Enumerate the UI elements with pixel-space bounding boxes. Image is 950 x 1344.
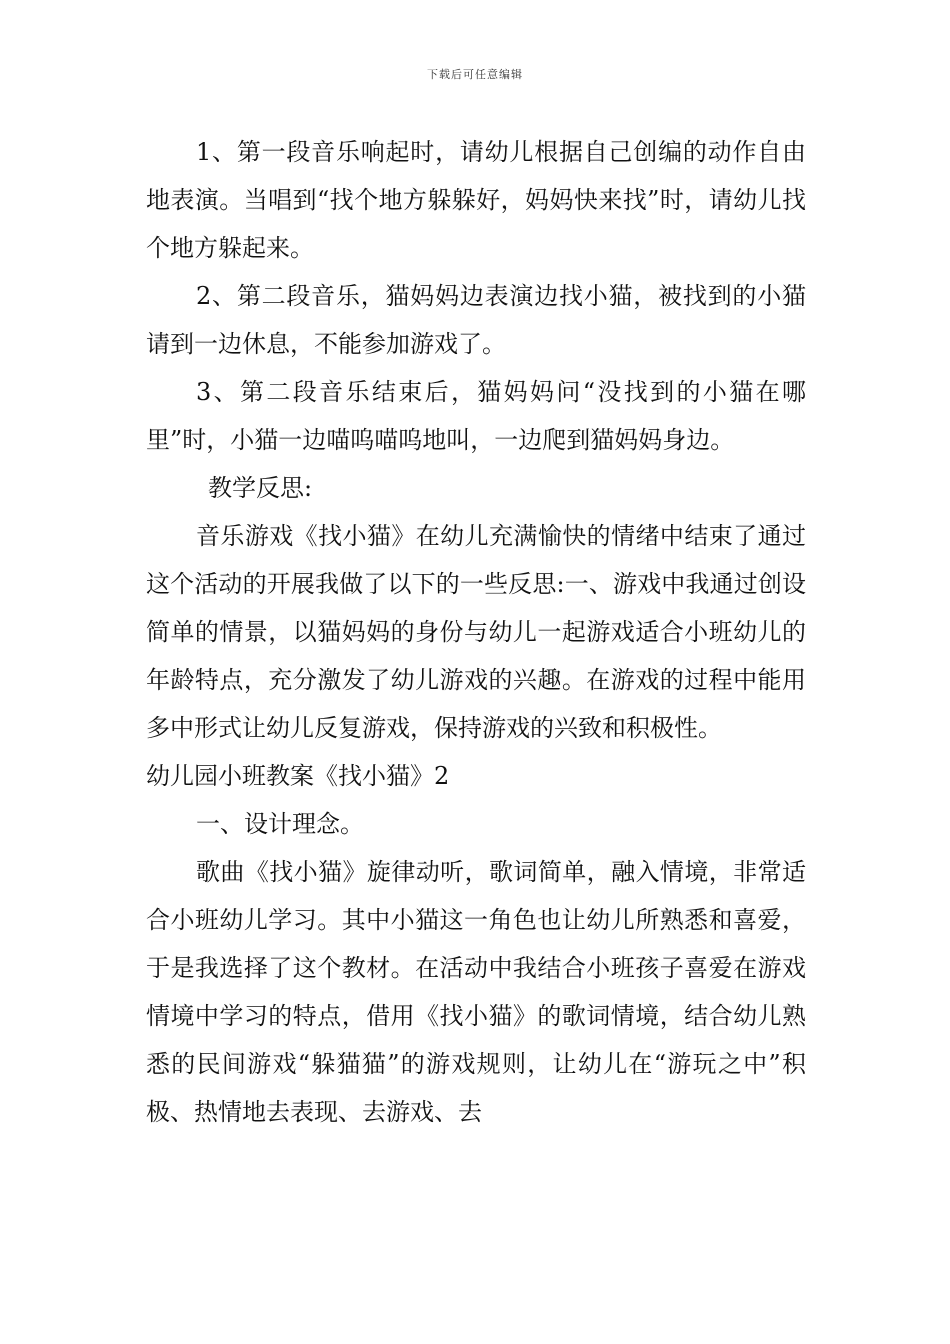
design-concept-heading: 一、设计理念。 xyxy=(196,810,364,838)
paragraph-reflection: 音乐游戏《找小猫》在幼儿充满愉快的情绪中结束了通过这个活动的开展我做了以下的一些反思:一、游戏中我通过创设简单的情景，以猫妈妈的身份与幼儿一起游戏适合小班幼儿的年龄特点，充分激发了幼儿游戏的兴趣。在游戏的过程中能用多中形式让幼儿反复游戏，保持游戏的兴致和积极性。 xyxy=(146,522,806,742)
reflection-heading: 教学反思: xyxy=(208,474,313,502)
paragraph-step-2: 2、第二段音乐，猫妈妈边表演边找小猫，被找到的小猫请到一边休息，不能参加游戏了。 xyxy=(146,282,806,358)
paragraph-step-1: 1、第一段音乐响起时，请幼儿根据自己创编的动作自由地表演。当唱到“找个地方躲躲好，妈妈快来找”时，请幼儿找个地方躲起来。 xyxy=(146,138,806,262)
section-title: 幼儿园小班教案《找小猫》2 xyxy=(146,762,450,790)
paragraph-design-concept: 歌曲《找小猫》旋律动听，歌词简单，融入情境，非常适合小班幼儿学习。其中小猫这一角色也让幼儿所熟悉和喜爱，于是我选择了这个教材。在活动中我结合小班孩子喜爱在游戏情境中学习的特点，借用《找小猫》的歌词情境，结合幼儿熟悉的民间游戏“躲猫猫”的游戏规则，让幼儿在“游玩之中”积极、热情地去表现、去游戏、去 xyxy=(146,858,806,1126)
document-body xyxy=(146,128,806,1136)
header-note: 下载后可任意编辑 xyxy=(427,68,523,81)
paragraph-step-3: 3、第二段音乐结束后，猫妈妈问“没找到的小猫在哪里”时，小猫一边喵呜喵呜地叫，一边爬到猫妈妈身边。 xyxy=(146,378,806,454)
